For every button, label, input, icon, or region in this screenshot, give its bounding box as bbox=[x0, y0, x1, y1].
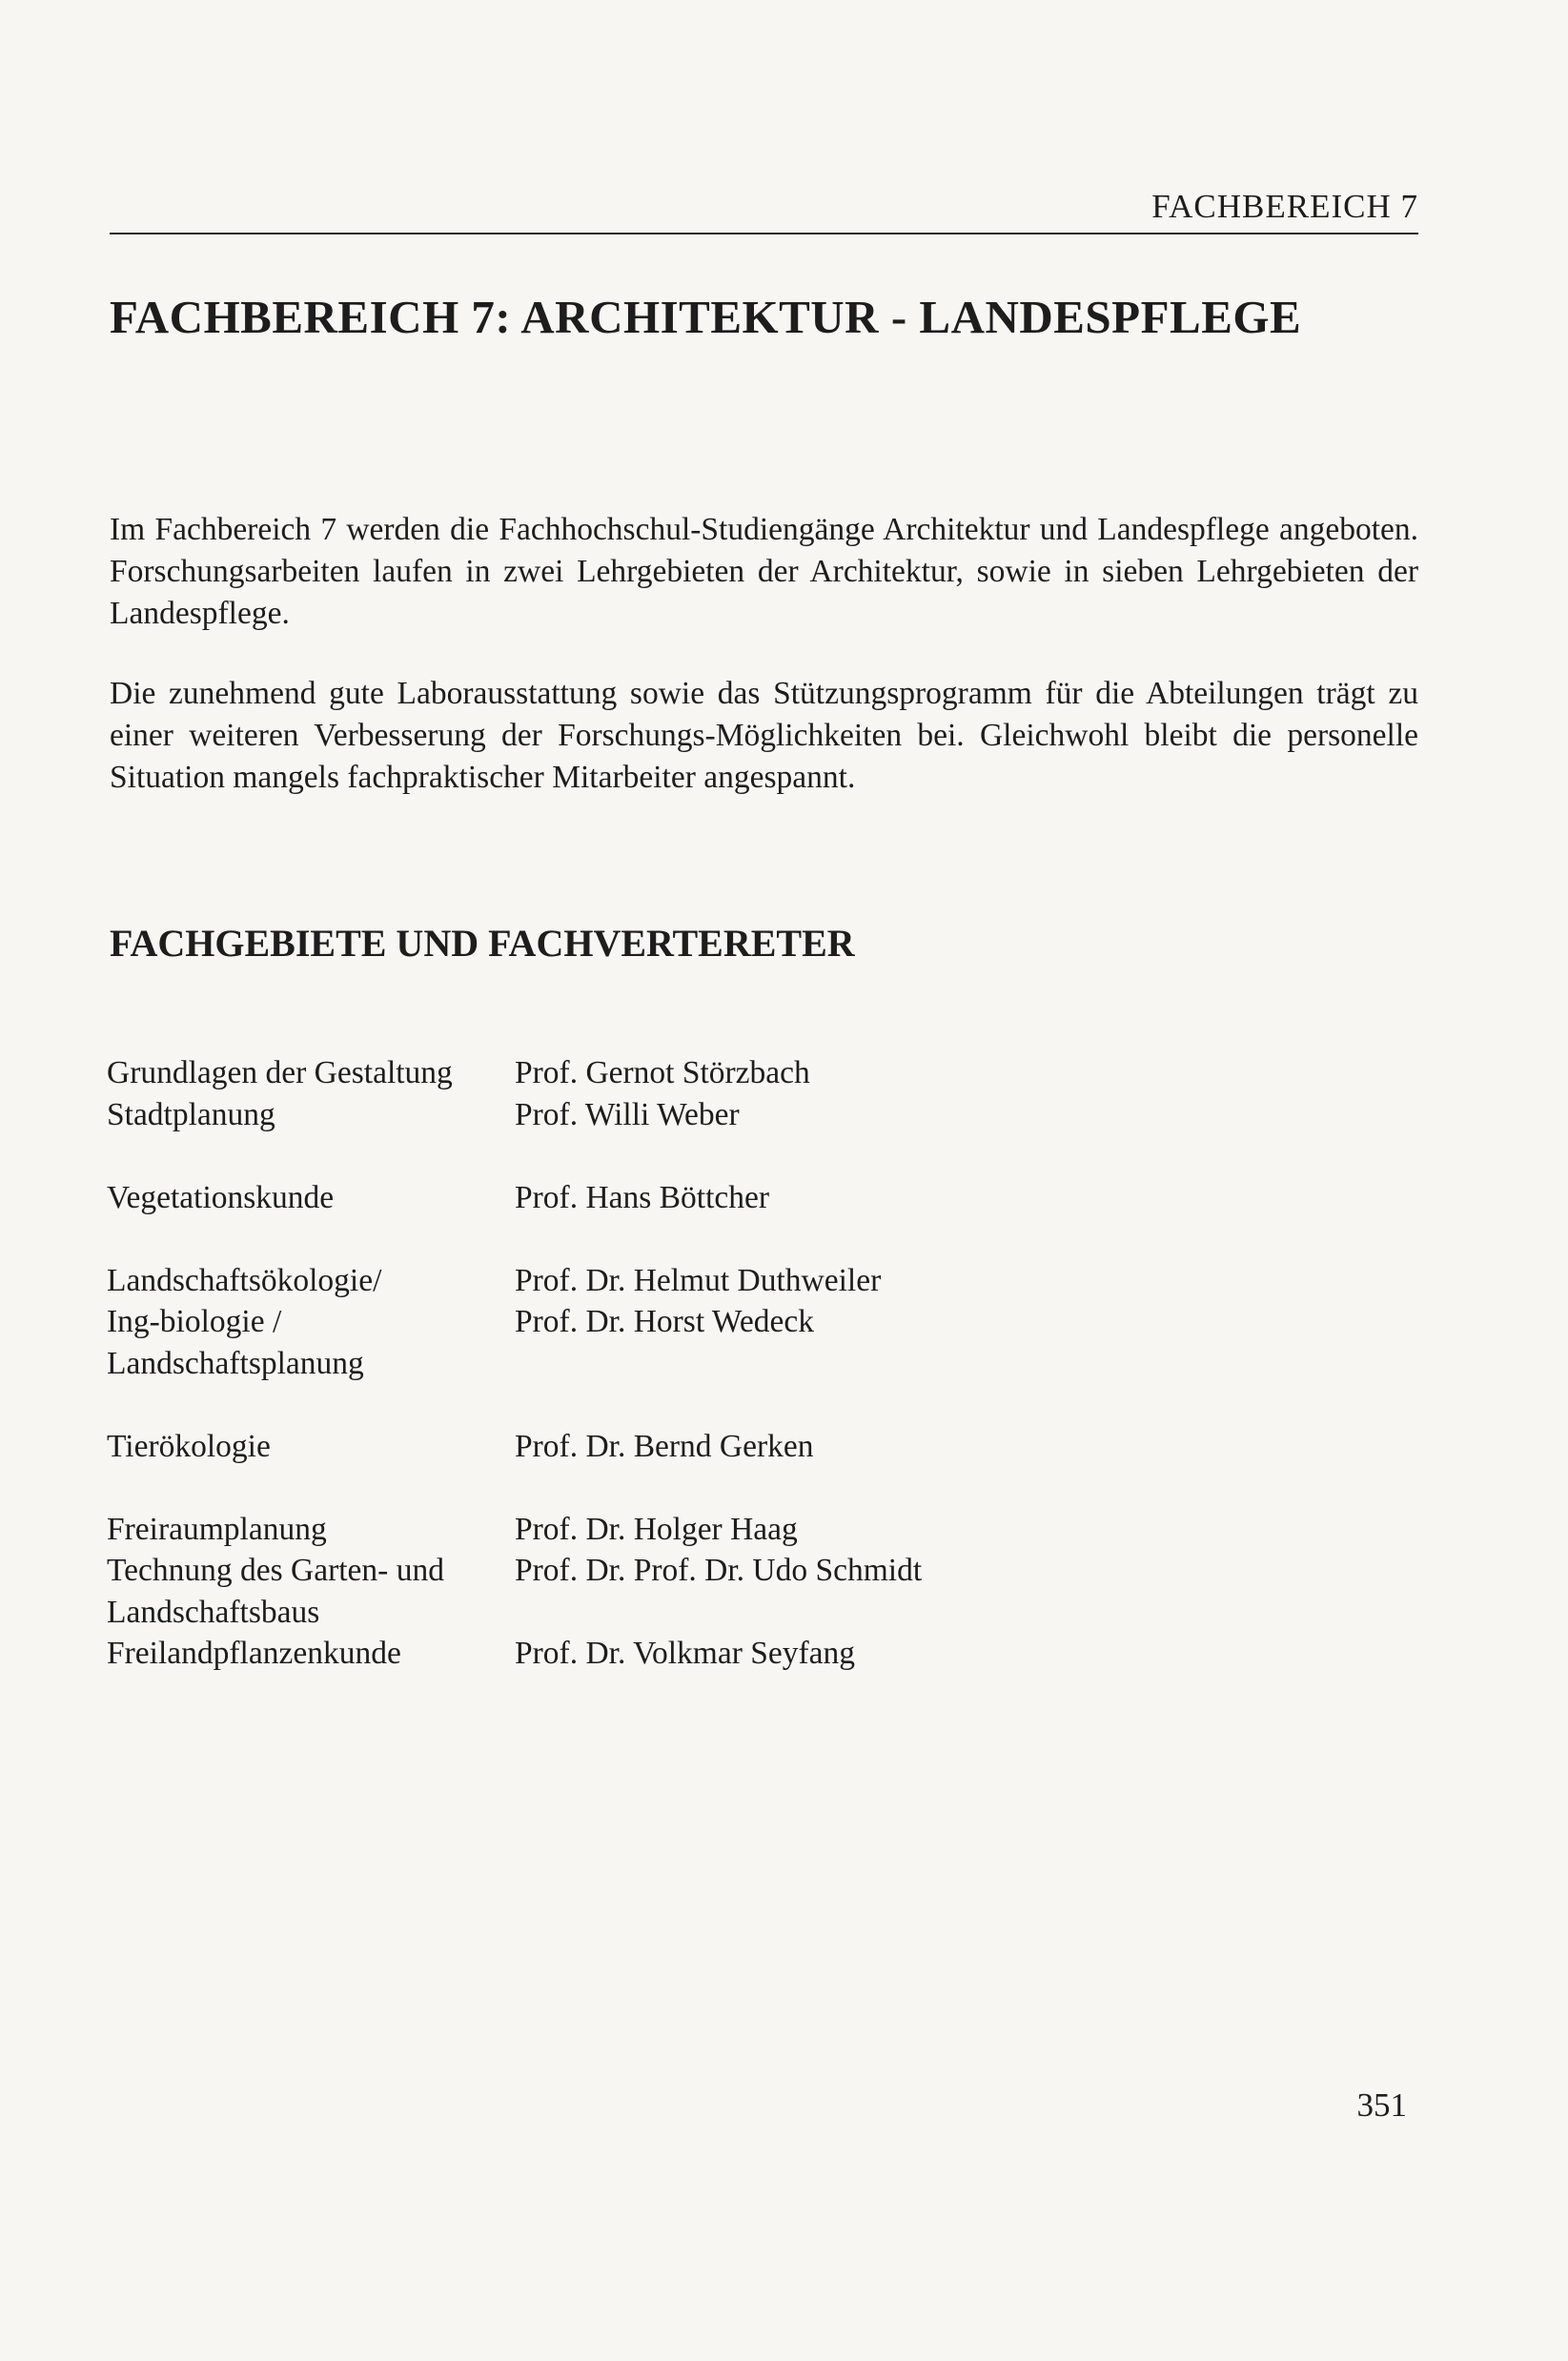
subject-area: Landschaftsbaus bbox=[107, 1594, 320, 1630]
intro-paragraph-2: Die zunehmend gute Laborausstattung sowie das Stützungsprogramm für die Abteilungen trägt zu einer weiteren Verbesserung der Forschungs-Möglichkeiten bei. Gleichwohl bleibt die personelle Situation mangels fachpraktischer Mitarbeiter angespannt. bbox=[110, 676, 1418, 795]
professor-column bbox=[515, 1426, 1346, 1468]
subject-area: Landschaftsplanung bbox=[107, 1345, 364, 1381]
intro-paragraph-1: Im Fachbereich 7 werden die Fachhochschul-Studiengänge Architektur und Landespflege angeboten. Forschungsarbeiten laufen in zwei Lehrgebieten der Architektur, sowie in sieben Lehrgebieten der Landespflege. bbox=[110, 512, 1418, 631]
staff-table bbox=[107, 1052, 1346, 1716]
professor-name: Prof. Gernot Störzbach bbox=[515, 1055, 810, 1090]
professor-name: Prof. Dr. Prof. Dr. Udo Schmidt bbox=[515, 1553, 923, 1588]
subject-area: Freiraumplanung bbox=[107, 1511, 327, 1547]
area-column bbox=[107, 1426, 515, 1468]
area-column bbox=[107, 1052, 515, 1135]
staff-group bbox=[107, 1177, 1346, 1219]
professor-name: Prof. Hans Böttcher bbox=[515, 1179, 770, 1215]
subject-area: Landschaftsökologie/ bbox=[107, 1262, 382, 1298]
professor-name: Prof. Willi Weber bbox=[515, 1096, 740, 1132]
professor-name: Prof. Dr. Holger Haag bbox=[515, 1511, 798, 1547]
subject-area: Vegetationskunde bbox=[107, 1179, 335, 1215]
area-column bbox=[107, 1260, 515, 1385]
professor-column bbox=[515, 1509, 1346, 1675]
professor-name: Prof. Dr. Helmut Duthweiler bbox=[515, 1262, 882, 1298]
professor-column bbox=[515, 1177, 1346, 1219]
subject-area: Grundlagen der Gestaltung bbox=[107, 1055, 453, 1090]
subject-area: Technung des Garten- und bbox=[107, 1553, 444, 1588]
header-rule bbox=[110, 233, 1418, 234]
chapter-title: FACHBEREICH 7: ARCHITEKTUR - LANDESPFLEGE bbox=[110, 291, 1302, 343]
professor-name: Prof. Dr. Bernd Gerken bbox=[515, 1428, 814, 1464]
professor-name-empty bbox=[515, 1592, 1346, 1634]
subject-area: Ing-biologie / bbox=[107, 1304, 282, 1339]
page-number: 351 bbox=[1356, 2086, 1407, 2124]
staff-group bbox=[107, 1260, 1346, 1385]
staff-group bbox=[107, 1509, 1346, 1675]
area-column bbox=[107, 1509, 515, 1675]
professor-name: Prof. Dr. Volkmar Seyfang bbox=[515, 1636, 856, 1671]
section-title: FACHGEBIETE UND FACHVERTERETER bbox=[110, 922, 855, 965]
professor-column bbox=[515, 1260, 1346, 1385]
area-column bbox=[107, 1177, 515, 1219]
running-header: FACHBEREICH 7 bbox=[1151, 188, 1418, 225]
subject-area: Tierökologie bbox=[107, 1428, 271, 1464]
subject-area: Stadtplanung bbox=[107, 1096, 275, 1132]
professor-name: Prof. Dr. Horst Wedeck bbox=[515, 1304, 814, 1339]
staff-group bbox=[107, 1426, 1346, 1468]
subject-area: Freilandpflanzenkunde bbox=[107, 1636, 401, 1671]
staff-group bbox=[107, 1052, 1346, 1135]
professor-column bbox=[515, 1052, 1346, 1135]
